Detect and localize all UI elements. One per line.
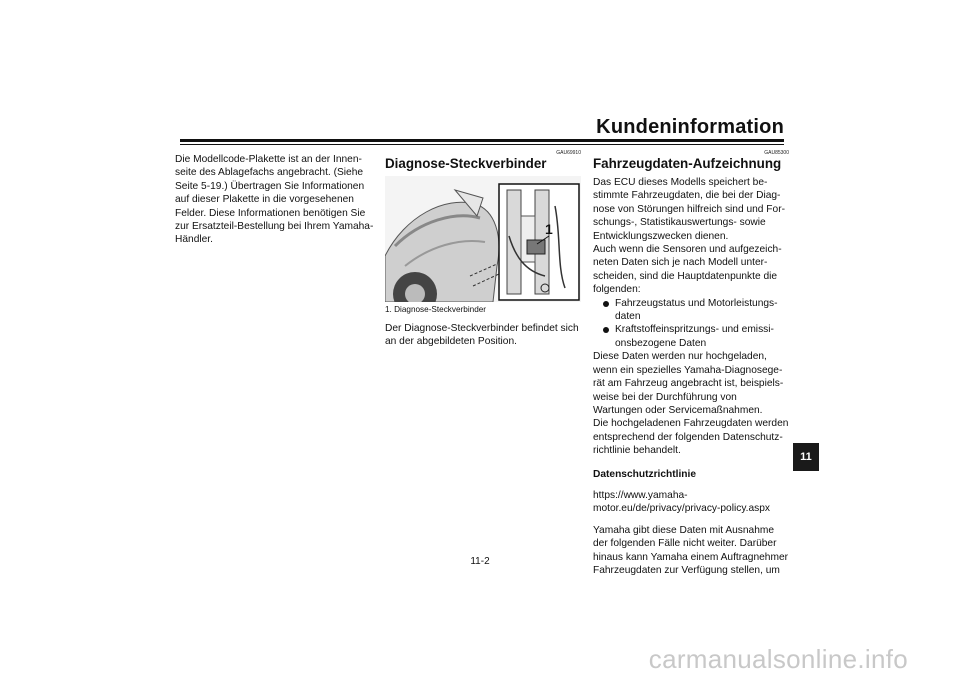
fahrzeugdaten-section-title: Fahrzeugdaten-Aufzeichnung xyxy=(593,156,782,171)
header-rule-thin xyxy=(180,144,784,145)
fahrzeugdaten-section-code: GAU85300 xyxy=(764,150,789,156)
scooter-illustration xyxy=(385,176,581,302)
model-label-paragraph: Die Modellcode-Plakette ist an der Innen-seite des Ablagefachs angebracht. (Siehe Seite 5-19.) Übertragen Sie Informationen auf dieser Plakette in die vorgesehenen Felder. Diese Informationen benötigen Sie zur Ersatzteil-Bestellung bei Ihrem Yamaha-Händler. xyxy=(175,154,374,246)
list-item: Kraftstoffeinspritzungs- und emissi-onsbezogene Daten xyxy=(593,323,789,350)
upload-paragraph: Diese Daten werden nur hochgeladen, wenn ein spezielles Yamaha-Diagnosege-rät am Fahrzeug angebracht ist, beispiels-weise bei der Durchführung von Wartungen oder Servicemaßnahmen. xyxy=(593,351,784,416)
diagnose-paragraph: Der Diagnose-Steckverbinder befindet sich an der abgebildeten Position. xyxy=(385,323,579,348)
privacy-policy-heading: Datenschutzrichtlinie xyxy=(593,468,697,480)
right-column xyxy=(593,150,789,577)
list-item: Fahrzeugstatus und Motorleistungs-daten xyxy=(593,297,789,324)
diagnose-connector-figure xyxy=(385,176,581,302)
privacy-note-paragraph: Die hochgeladenen Fahrzeugdaten werden entsprechend der folgenden Datenschutz-richtlinie behandelt. xyxy=(593,418,789,457)
page-header-title: Kundeninformation xyxy=(596,116,784,138)
data-sharing-paragraph: Yamaha gibt diese Daten mit Ausnahme der folgenden Fälle nicht weiter. Darüber hinaus kann Yamaha einem Auftragnehmer Fahrzeugdaten zur Verfügung stellen, um xyxy=(593,524,789,576)
ecu-intro-paragraph: Das ECU dieses Modells speichert be-stimmte Fahrzeugdaten, die bei der Diag-nose von Störungen hilfreich sind und For-schungs-, Statistikauswertungs- sowie Entwicklungszwecken dienen. xyxy=(593,177,785,242)
diagnose-section-code: GAU69910 xyxy=(556,150,581,156)
left-column xyxy=(175,153,375,247)
page-number: 11-2 xyxy=(470,556,490,567)
figure-callout-number: 1 xyxy=(545,221,553,237)
chapter-tab: 11 xyxy=(793,443,819,471)
data-points-list xyxy=(593,297,789,351)
privacy-policy-url: https://www.yamaha-motor.eu/de/privacy/privacy-policy.aspx xyxy=(593,489,771,515)
middle-column xyxy=(385,150,581,349)
sensors-paragraph: Auch wenn die Sensoren und aufgezeich-neten Daten sich je nach Modell unter-scheiden, sind die Hauptdatenpunkte die folgenden: xyxy=(593,244,782,296)
header-rule-thick xyxy=(180,139,784,142)
figure-caption: 1. Diagnose-Steckverbinder xyxy=(385,305,487,314)
diagnose-section-title: Diagnose-Steckverbinder xyxy=(385,156,547,171)
watermark: carmanualsonline.info xyxy=(648,644,908,674)
